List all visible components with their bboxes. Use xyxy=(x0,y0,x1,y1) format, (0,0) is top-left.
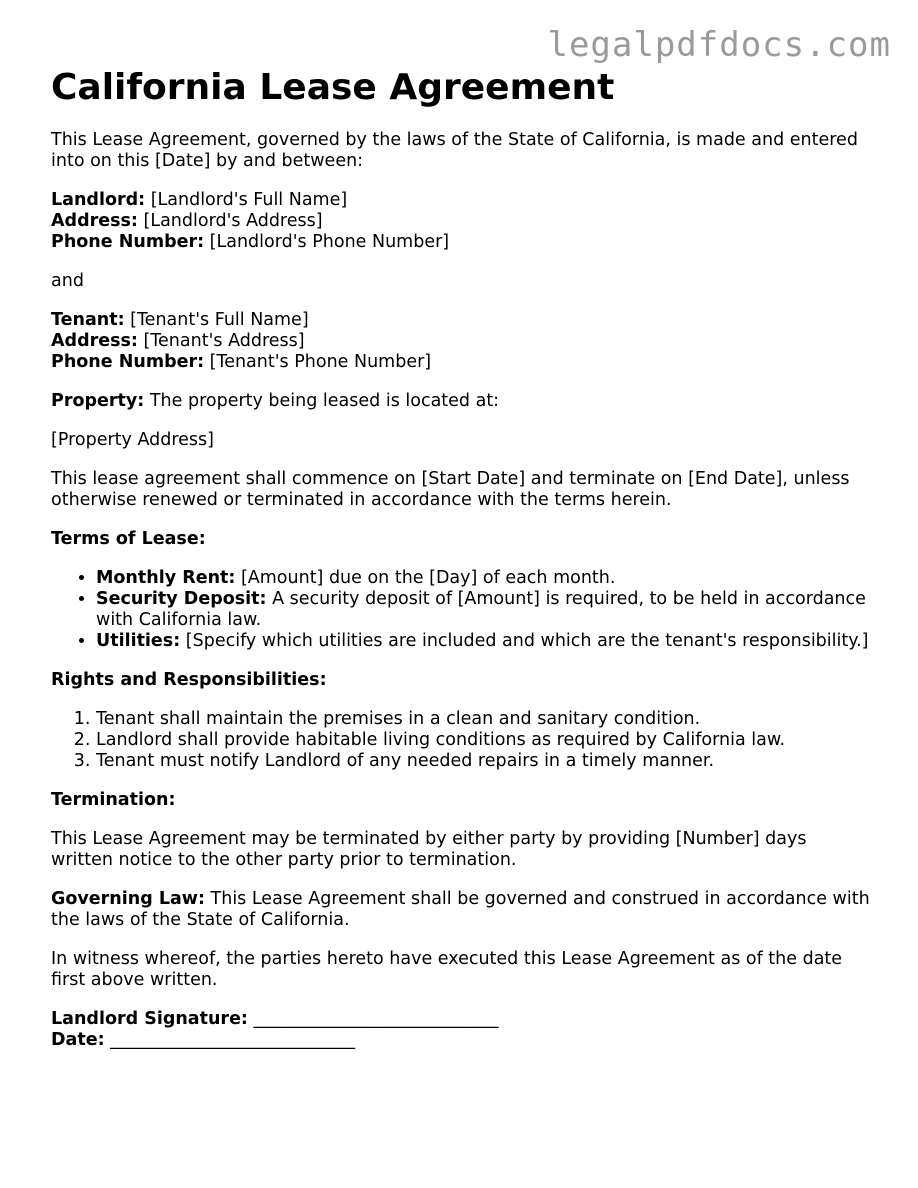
term-text: [Specify which utilities are included and which are the tenant's responsibility.] xyxy=(180,631,869,651)
landlord-address-label: Address: xyxy=(51,211,138,231)
term-label: Utilities: xyxy=(96,631,181,651)
tenant-name-value: [Tenant's Full Name] xyxy=(124,310,309,330)
tenant-phone-label: Phone Number: xyxy=(51,352,205,372)
rights-heading xyxy=(51,670,871,691)
landlord-phone-label: Phone Number: xyxy=(51,232,205,252)
landlord-address-value: [Landlord's Address] xyxy=(137,211,323,231)
rights-list xyxy=(51,709,871,772)
landlord-block xyxy=(51,190,871,253)
term-label: Security Deposit: xyxy=(96,589,267,609)
property-text: The property being leased is located at: xyxy=(144,391,500,411)
governing-law-paragraph xyxy=(51,889,871,931)
termination-heading-text: Termination: xyxy=(51,790,176,810)
terms-heading xyxy=(51,529,871,550)
list-item: 2. Landlord shall provide habitable living conditions as required by California law. xyxy=(96,730,871,751)
date-line: ____________________________ xyxy=(104,1030,356,1050)
and-text: and xyxy=(51,271,84,291)
term-text: A security deposit of [Amount] is required, to be held in accordance with California law. xyxy=(96,589,866,630)
list-item: 1. Tenant shall maintain the premises in a clean and sanitary condition. xyxy=(96,709,871,730)
witness-paragraph: In witness whereof, the parties hereto have executed this Lease Agreement as of the date first above written. xyxy=(51,949,843,990)
list-item xyxy=(96,631,871,652)
tenant-block xyxy=(51,310,871,373)
termination-paragraph: This Lease Agreement may be terminated by either party by providing [Number] days written notice to the other party prior to termination. xyxy=(51,829,807,870)
termination-heading xyxy=(51,790,871,811)
page-title: California Lease Agreement xyxy=(51,67,615,108)
terms-heading-text: Terms of Lease: xyxy=(51,529,206,549)
term-label: Monthly Rent: xyxy=(96,568,236,588)
governing-law-label: Governing Law: xyxy=(51,889,205,909)
list-item xyxy=(96,568,871,589)
term-paragraph: This lease agreement shall commence on [Start Date] and terminate on [End Date], unless otherwise renewed or terminated in accordance with the terms herein. xyxy=(51,469,850,510)
landlord-name-value: [Landlord's Full Name] xyxy=(145,190,348,210)
tenant-name-label: Tenant: xyxy=(51,310,125,330)
list-item: 3. Tenant must notify Landlord of any needed repairs in a timely manner. xyxy=(96,751,871,772)
tenant-phone-value: [Tenant's Phone Number] xyxy=(204,352,432,372)
list-item xyxy=(96,589,871,631)
term-text: [Amount] due on the [Day] of each month. xyxy=(235,568,616,588)
landlord-name-label: Landlord: xyxy=(51,190,146,210)
terms-list xyxy=(51,568,871,652)
property-address: [Property Address] xyxy=(51,430,214,450)
property-label: Property: xyxy=(51,391,145,411)
landlord-signature-line: ____________________________ xyxy=(247,1009,499,1029)
date-label: Date: xyxy=(51,1030,105,1050)
signature-block xyxy=(51,1009,871,1051)
landlord-signature-label: Landlord Signature: xyxy=(51,1009,248,1029)
governing-law-text: This Lease Agreement shall be governed and construed in accordance with the laws of the State of California. xyxy=(51,889,870,930)
intro-paragraph: This Lease Agreement, governed by the laws of the State of California, is made and entered into on this [Date] by and between: xyxy=(51,130,858,171)
document-page xyxy=(51,66,871,1069)
rights-heading-text: Rights and Responsibilities: xyxy=(51,670,327,690)
watermark: legalpdfdocs.com xyxy=(547,25,891,65)
tenant-address-value: [Tenant's Address] xyxy=(137,331,305,351)
tenant-address-label: Address: xyxy=(51,331,138,351)
landlord-phone-value: [Landlord's Phone Number] xyxy=(204,232,450,252)
property-paragraph xyxy=(51,391,871,412)
